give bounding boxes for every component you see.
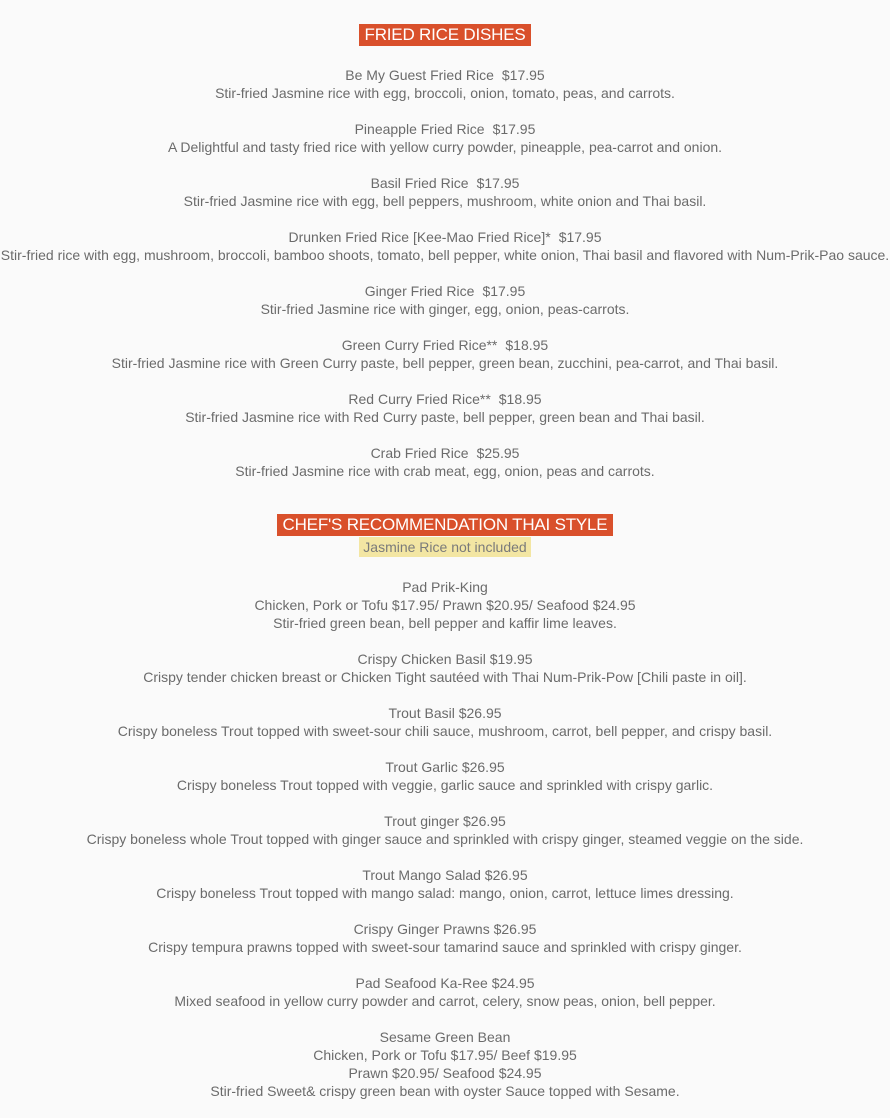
item-line: Chicken, Pork or Tofu $17.95/ Prawn $20.95/ Seafood $24.95 — [254, 597, 636, 613]
item-name: Red Curry Fried Rice** — [348, 391, 491, 407]
item-name: Trout Garlic $26.95 — [385, 759, 505, 775]
item-name: Ginger Fried Rice — [364, 283, 475, 299]
item-title-line — [0, 390, 890, 408]
item-description: Stir-fried Jasmine rice with Green Curry paste, bell pepper, green bean, zucchini, pea-carrot, and Thai basil. — [111, 355, 779, 371]
item-name: Crispy Chicken Basil $19.95 — [357, 651, 533, 667]
rice-note: Jasmine Rice not included — [359, 537, 530, 557]
item-line: Stir-fried green bean, bell pepper and kaffir lime leaves. — [273, 615, 617, 631]
item-description: Stir-fried Jasmine rice with ginger, egg, onion, peas-carrots. — [260, 301, 630, 317]
item-price: $25.95 — [476, 445, 520, 461]
menu-item — [0, 704, 890, 740]
item-price: $18.95 — [498, 391, 542, 407]
item-title-line — [0, 282, 890, 300]
item-title-line — [0, 66, 890, 84]
item-name: Pineapple Fried Rice — [354, 121, 485, 137]
item-description: A Delightful and tasty fried rice with yellow curry powder, pineapple, pea-carrot and onion. — [167, 139, 723, 155]
menu-item — [0, 120, 890, 156]
menu-item — [0, 66, 890, 102]
item-line: Stir-fried Sweet& crispy green bean with oyster Sauce topped with Sesame. — [210, 1083, 680, 1099]
menu-item — [0, 578, 890, 632]
fried-rice-list — [0, 66, 890, 480]
menu-item — [0, 174, 890, 210]
item-price: $17.95 — [558, 229, 602, 245]
menu-item — [0, 758, 890, 794]
item-line: Mixed seafood in yellow curry powder and carrot, celery, snow peas, onion, bell pepper. — [174, 993, 716, 1009]
item-line: Crispy boneless Trout topped with mango salad: mango, onion, carrot, lettuce limes dressing. — [156, 885, 734, 901]
chef-section — [0, 514, 890, 1100]
item-name: Trout Basil $26.95 — [388, 705, 502, 721]
item-line: Crispy tender chicken breast or Chicken Tight sautéed with Thai Num-Prik-Pow [Chili paste in oil]. — [143, 669, 747, 685]
section-title-chef: CHEF'S RECOMMENDATION THAI STYLE — [277, 514, 614, 536]
item-line: Crispy tempura prawns topped with sweet-sour tamarind sauce and sprinkled with crispy ginger. — [148, 939, 742, 955]
item-name: Green Curry Fried Rice** — [341, 337, 498, 353]
item-description: Stir-fried rice with egg, mushroom, broccoli, bamboo shoots, tomato, bell pepper, white onion, Thai basil and flavored with Num-Prik-Pao sauce. — [0, 247, 890, 263]
item-description: Stir-fried Jasmine rice with Red Curry paste, bell pepper, green bean and Thai basil. — [185, 409, 705, 425]
item-description: Stir-fried Jasmine rice with egg, bell peppers, mushroom, white onion and Thai basil. — [183, 193, 707, 209]
item-title-line — [0, 120, 890, 138]
item-title-line — [0, 444, 890, 462]
fried-rice-section — [0, 24, 890, 480]
item-description: Stir-fried Jasmine rice with crab meat, egg, onion, peas and carrots. — [235, 463, 655, 479]
menu-item — [0, 812, 890, 848]
item-name: Trout Mango Salad $26.95 — [362, 867, 528, 883]
menu-item — [0, 650, 890, 686]
item-title-line — [0, 174, 890, 192]
item-name: Pad Prik-King — [402, 579, 488, 595]
item-name: Crab Fried Rice — [370, 445, 469, 461]
item-title-line — [0, 336, 890, 354]
item-name: Be My Guest Fried Rice — [345, 67, 494, 83]
menu-item — [0, 390, 890, 426]
item-description: Stir-fried Jasmine rice with egg, broccoli, onion, tomato, peas, and carrots. — [215, 85, 675, 101]
item-price: $17.95 — [501, 67, 545, 83]
section-title-fried-rice: FRIED RICE DISHES — [359, 24, 532, 46]
item-price: $17.95 — [482, 283, 526, 299]
item-line: Crispy boneless Trout topped with sweet-sour chili sauce, mushroom, carrot, bell pepper, and crispy basil. — [117, 723, 773, 739]
menu-item — [0, 336, 890, 372]
menu-item — [0, 974, 890, 1010]
menu-item — [0, 444, 890, 480]
item-name: Basil Fried Rice — [370, 175, 469, 191]
item-line: Crispy boneless whole Trout topped with ginger sauce and sprinkled with crispy ginger, steamed veggie on the side. — [86, 831, 804, 847]
item-name: Sesame Green Bean — [379, 1029, 511, 1045]
chef-list — [0, 578, 890, 1100]
item-line: Prawn $20.95/ Seafood $24.95 — [348, 1065, 542, 1081]
item-name: Crispy Ginger Prawns $26.95 — [353, 921, 537, 937]
item-price: $17.95 — [492, 121, 536, 137]
item-name: Pad Seafood Ka-Ree $24.95 — [355, 975, 535, 991]
menu-item — [0, 228, 890, 264]
item-name: Trout ginger $26.95 — [384, 813, 506, 829]
menu-item — [0, 282, 890, 318]
item-line: Chicken, Pork or Tofu $17.95/ Beef $19.95 — [313, 1047, 577, 1063]
item-name: Drunken Fried Rice [Kee-Mao Fried Rice]* — [288, 229, 551, 245]
item-price: $18.95 — [505, 337, 549, 353]
item-line: Crispy boneless Trout topped with veggie, garlic sauce and sprinkled with crispy garlic. — [176, 777, 714, 793]
menu-item — [0, 1028, 890, 1100]
item-title-line — [0, 228, 890, 246]
menu-item — [0, 920, 890, 956]
menu-item — [0, 866, 890, 902]
item-price: $17.95 — [476, 175, 520, 191]
